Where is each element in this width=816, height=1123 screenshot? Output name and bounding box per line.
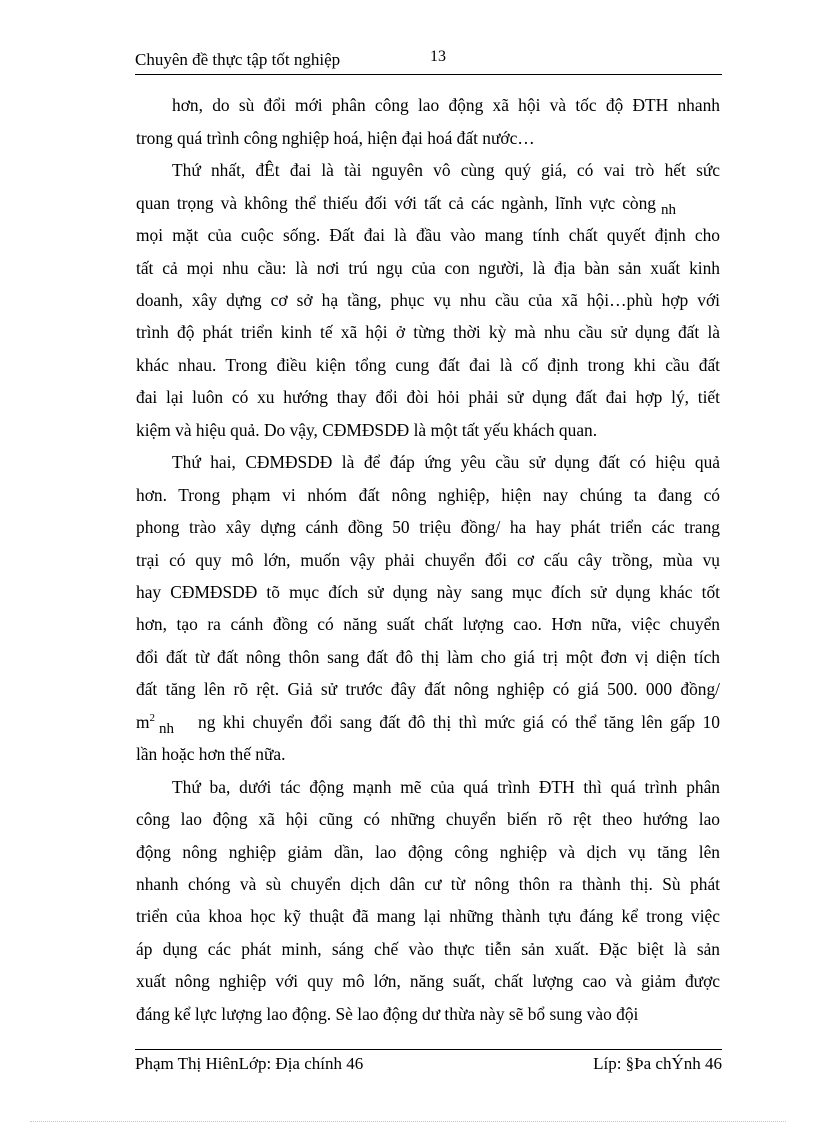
text-line: áp dụng các phát minh, sáng chế vào thực tiễn sản xuất. Đặc biệt là sản <box>136 939 720 959</box>
page-number: 13 <box>430 48 446 65</box>
text-line: nhanh chóng và sù chuyển dịch dân cư từ nông thôn ra thành thị. Sù phát <box>136 874 720 894</box>
text-line: trại có quy mô lớn, muốn vậy phải chuyển đổi cơ cấu cây trồng, mùa vụ <box>136 550 720 570</box>
text-line: động nông nghiệp giảm dần, lao động công nghiệp và dịch vụ tăng lên <box>136 842 720 862</box>
text-line: hơn, do sù đổi mới phân công lao động xã hội và tốc độ ĐTH nhanh <box>172 95 720 115</box>
page-edge-divider <box>30 1121 786 1122</box>
page-header <box>135 48 722 75</box>
text-line: lần hoặc hơn thế nữa. <box>136 744 286 764</box>
text-line: tất cả mọi nhu cầu: là nơi trú ngụ của con người, là địa bàn sản xuất kinh <box>136 258 720 278</box>
text-fragment-nh: nh <box>159 721 175 737</box>
footer-author: Phạm Thị HiênLớp: Địa chính 46 <box>135 1054 364 1073</box>
text-line: Thứ ba, dưới tác động mạnh mẽ của quá trình ĐTH thì quá trình phân <box>172 777 720 797</box>
text-line: hơn. Trong phạm vi nhóm đất nông nghiệp, hiện nay chúng ta đang có <box>136 485 720 505</box>
text-line: Thứ nhất, đÊt đai là tài nguyên vô cùng quý giá, có vai trò hết sức <box>172 160 720 180</box>
text-line: phong trào xây dựng cánh đồng 50 triệu đồng/ ha hay phát triển các trang <box>136 517 720 537</box>
text-line: đáng kể lực lượng lao động. Sè lao động dư thừa này sẽ bổ sung vào đội <box>136 1004 639 1024</box>
text-line <box>136 192 684 214</box>
text-line: hay CĐMĐSDĐ tõ mục đích sử dụng này sang mục đích sử dụng khác tốt <box>136 582 720 602</box>
text-line: mọi mặt của cuộc sống. Đất đai là đầu vào mang tính chất quyết định cho <box>136 225 720 245</box>
header-title: Chuyên đề thực tập tốt nghiệp <box>135 50 341 69</box>
text-line: hơn, tạo ra cánh đồng có năng suất chất lượng cao. Hơn nữa, việc chuyển <box>136 614 720 634</box>
text-line: đất tăng lên rõ rệt. Giả sử trước đây đất nông nghiệp có giá 500. 000 đồng/ <box>136 679 720 699</box>
text-line: doanh, xây dựng cơ sở hạ tầng, phục vụ nhu cầu của xã hội…phù hợp với <box>136 290 720 310</box>
text-line: đai lại luôn có xu hướng thay đổi đòi hỏi phải sử dụng đất đai hợp lý, tiết <box>136 387 720 407</box>
text-line: triển của khoa học kỹ thuật đã mang lại những thành tựu đáng kể trong việc <box>136 906 720 926</box>
text-line: công lao động xã hội cũng có những chuyển biến rõ rệt theo hướng lao <box>136 809 720 829</box>
text-line-main: quan trọng và không thể thiếu đối với tất cả các ngành, lĩnh vực còng <box>136 193 656 213</box>
text-line: trong quá trình công nghiệp hoá, hiện đại hoá đất nước… <box>136 128 535 148</box>
text-line: ng khi chuyển đổi sang đất đô thị thì mức giá có thể tăng lên gấp 10 <box>198 712 720 732</box>
page-footer <box>135 1049 722 1073</box>
unit-m: m <box>136 712 150 732</box>
text-line: khác nhau. Trong điều kiện tổng cung đất đai là cố định trong khi cầu đất <box>136 355 720 375</box>
unit-m2 <box>136 711 178 737</box>
unit-exponent: 2 <box>149 712 156 724</box>
text-line: xuất nông nghiệp với quy mô lớn, năng suất, chất lượng cao và giảm được <box>136 971 720 991</box>
text-fragment: nh <box>661 202 676 218</box>
text-line: kiệm và hiệu quả. Do vậy, CĐMĐSDĐ là một tất yếu khách quan. <box>136 420 598 440</box>
text-line: trình độ phát triển kinh tế xã hội ở từng thời kỳ mà nhu cầu sử dụng đất là <box>136 322 720 342</box>
text-line: Thứ hai, CĐMĐSDĐ là để đáp ứng yêu cầu sử dụng đất có hiệu quả <box>172 452 720 472</box>
text-line: đổi đất từ đất nông thôn sang đất đô thị làm cho giá trị một đơn vị diện tích <box>136 647 720 667</box>
footer-class: Líp: §Þa chÝnh 46 <box>593 1054 722 1073</box>
